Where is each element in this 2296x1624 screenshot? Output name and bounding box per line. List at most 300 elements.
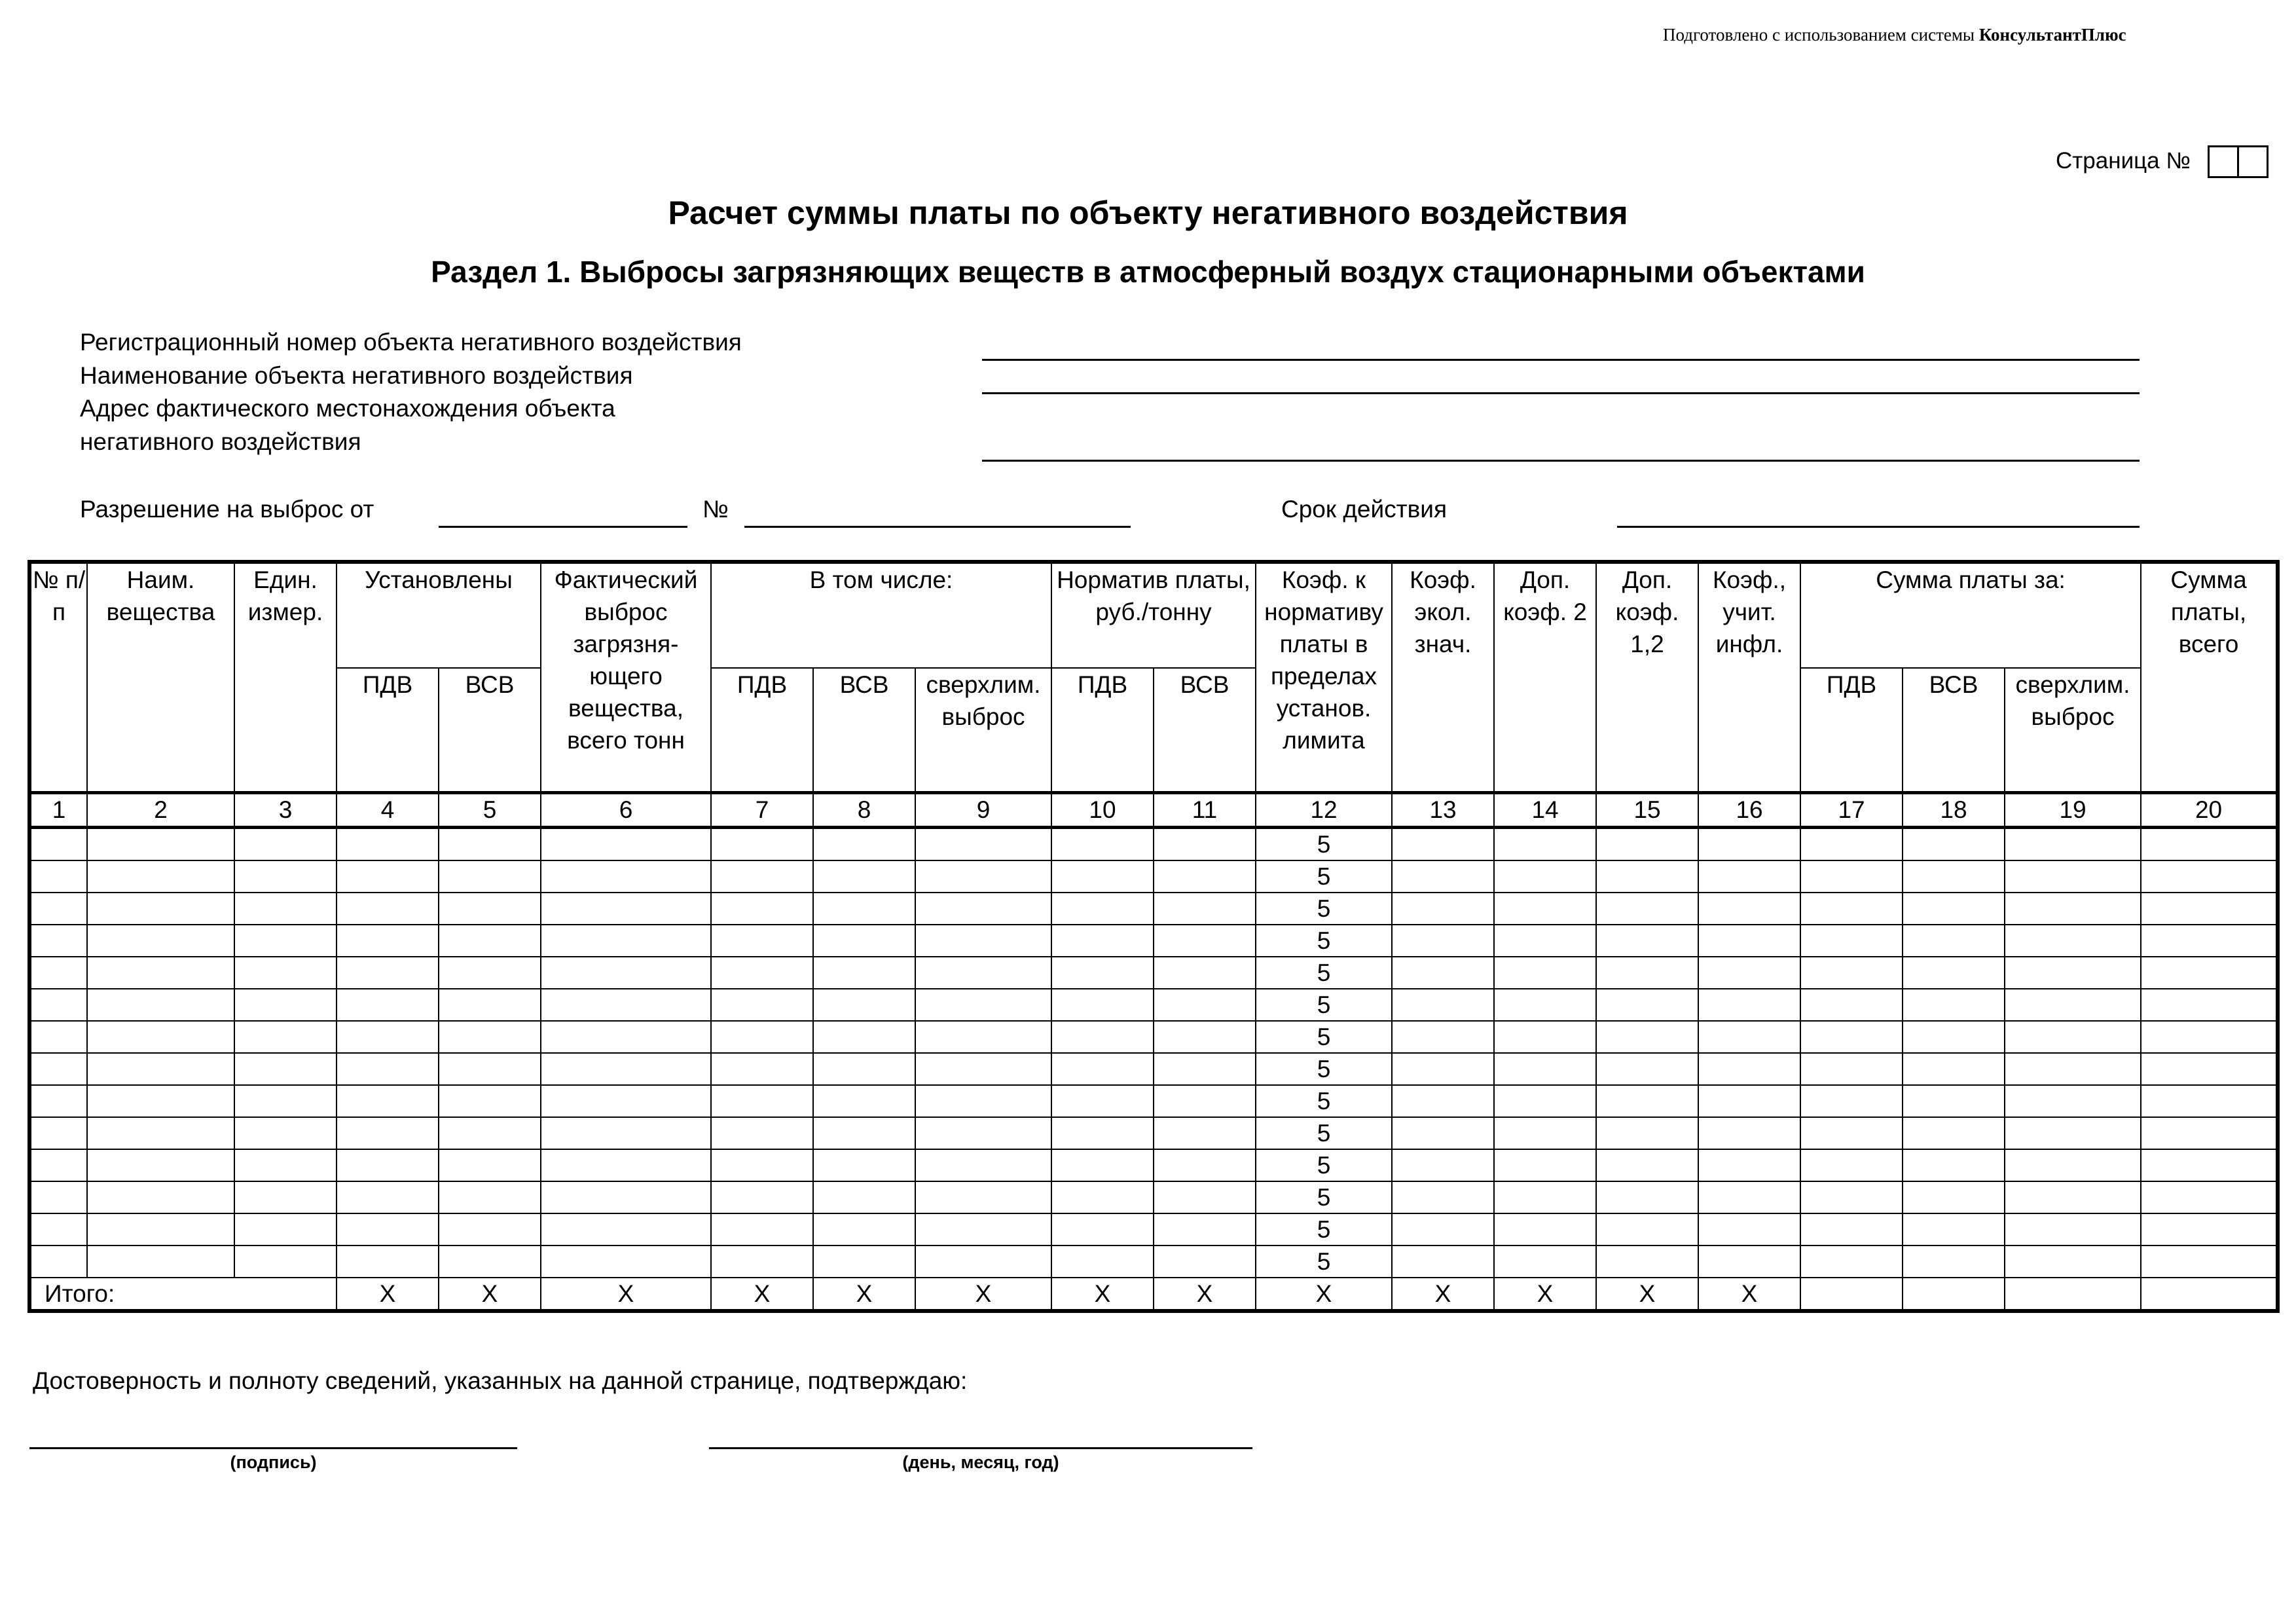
- table-cell[interactable]: [337, 1117, 439, 1149]
- table-cell[interactable]: [915, 860, 1051, 893]
- table-cell[interactable]: [1800, 1021, 1903, 1053]
- table-cell[interactable]: [1494, 989, 1596, 1021]
- table-cell[interactable]: [234, 1246, 337, 1278]
- table-cell[interactable]: [813, 1246, 915, 1278]
- table-cell[interactable]: [1494, 1181, 1596, 1213]
- table-cell[interactable]: [29, 989, 87, 1021]
- table-cell[interactable]: [1051, 827, 1154, 860]
- table-cell[interactable]: [1596, 925, 1698, 957]
- table-cell[interactable]: [29, 893, 87, 925]
- table-cell[interactable]: [915, 1117, 1051, 1149]
- table-cell[interactable]: [439, 1181, 541, 1213]
- table-cell[interactable]: [1698, 1149, 1800, 1181]
- table-cell[interactable]: [439, 925, 541, 957]
- table-cell[interactable]: [87, 827, 234, 860]
- table-cell[interactable]: [1392, 925, 1494, 957]
- table-cell[interactable]: [711, 1117, 813, 1149]
- table-cell[interactable]: [711, 989, 813, 1021]
- total-cell[interactable]: [1903, 1278, 2005, 1311]
- object-name-line[interactable]: [982, 392, 2140, 394]
- table-cell[interactable]: [337, 957, 439, 989]
- table-cell[interactable]: [337, 860, 439, 893]
- table-cell[interactable]: [1494, 1021, 1596, 1053]
- table-cell[interactable]: [915, 1213, 1051, 1246]
- table-cell[interactable]: [2141, 1053, 2278, 1085]
- table-cell[interactable]: [1800, 1085, 1903, 1117]
- table-cell[interactable]: [1698, 957, 1800, 989]
- table-cell[interactable]: [2005, 1181, 2141, 1213]
- table-cell[interactable]: [1596, 1117, 1698, 1149]
- table-cell[interactable]: [1596, 1053, 1698, 1085]
- table-row: [29, 893, 2278, 925]
- table-cell[interactable]: [1392, 957, 1494, 989]
- table-cell[interactable]: [1051, 925, 1154, 957]
- table-cell[interactable]: [1494, 925, 1596, 957]
- table-cell[interactable]: [1154, 957, 1256, 989]
- table-cell[interactable]: [337, 1053, 439, 1085]
- table-cell[interactable]: [87, 1021, 234, 1053]
- table-cell[interactable]: [2141, 957, 2278, 989]
- table-cell[interactable]: [2005, 893, 2141, 925]
- table-cell[interactable]: [1154, 1149, 1256, 1181]
- table-row: [29, 1085, 2278, 1117]
- table-cell[interactable]: [439, 1149, 541, 1181]
- table-cell[interactable]: [2005, 1053, 2141, 1085]
- table-cell[interactable]: [2141, 1246, 2278, 1278]
- total-cell[interactable]: [2005, 1278, 2141, 1311]
- table-cell[interactable]: [439, 1085, 541, 1117]
- table-cell[interactable]: [1154, 1181, 1256, 1213]
- table-cell[interactable]: [439, 1213, 541, 1246]
- table-cell[interactable]: [1903, 1246, 2005, 1278]
- table-cell[interactable]: [541, 1181, 711, 1213]
- table-cell[interactable]: [1392, 1085, 1494, 1117]
- table-cell[interactable]: [813, 860, 915, 893]
- table-cell[interactable]: [813, 925, 915, 957]
- table-cell[interactable]: [813, 1181, 915, 1213]
- table-cell[interactable]: [541, 1117, 711, 1149]
- table-cell[interactable]: [87, 860, 234, 893]
- table-cell[interactable]: [813, 989, 915, 1021]
- table-cell[interactable]: [234, 989, 337, 1021]
- table-cell[interactable]: [915, 957, 1051, 989]
- table-cell[interactable]: [541, 1021, 711, 1053]
- table-cell[interactable]: [1051, 1117, 1154, 1149]
- table-cell[interactable]: [2005, 925, 2141, 957]
- table-cell[interactable]: [1494, 1085, 1596, 1117]
- table-cell[interactable]: [2005, 989, 2141, 1021]
- table-cell[interactable]: [29, 1149, 87, 1181]
- table-cell[interactable]: [1596, 1213, 1698, 1246]
- table-cell[interactable]: [1596, 957, 1698, 989]
- table-cell[interactable]: [813, 1021, 915, 1053]
- table-cell[interactable]: [1903, 1213, 2005, 1246]
- table-cell[interactable]: [439, 1053, 541, 1085]
- table-cell[interactable]: [1494, 893, 1596, 925]
- table-cell[interactable]: [1596, 1181, 1698, 1213]
- table-cell[interactable]: [2005, 1213, 2141, 1246]
- table-cell[interactable]: [87, 1246, 234, 1278]
- table-cell[interactable]: [813, 827, 915, 860]
- table-cell: 5: [1256, 1021, 1392, 1053]
- column-number: 7: [711, 792, 813, 827]
- page-number-box-2[interactable]: [2237, 145, 2269, 178]
- signature-line[interactable]: [29, 1447, 517, 1449]
- table-cell[interactable]: [1596, 827, 1698, 860]
- column-number: 12: [1256, 792, 1392, 827]
- table-cell[interactable]: [2005, 957, 2141, 989]
- table-cell[interactable]: [541, 893, 711, 925]
- total-x-mark: X: [1596, 1278, 1698, 1311]
- validity-line[interactable]: [1617, 526, 2140, 528]
- table-cell[interactable]: [1698, 827, 1800, 860]
- table-cell[interactable]: [813, 1149, 915, 1181]
- table-cell[interactable]: [1051, 957, 1154, 989]
- table-cell[interactable]: [711, 860, 813, 893]
- table-cell[interactable]: [1903, 957, 2005, 989]
- table-cell[interactable]: [541, 957, 711, 989]
- table-cell[interactable]: [234, 1181, 337, 1213]
- table-cell[interactable]: [1800, 957, 1903, 989]
- table-cell[interactable]: [2005, 1149, 2141, 1181]
- validity-label: Срок действия: [1281, 496, 1447, 523]
- table-cell[interactable]: [29, 925, 87, 957]
- table-cell: 5: [1256, 1149, 1392, 1181]
- total-x-mark: X: [439, 1278, 541, 1311]
- table-cell[interactable]: [813, 1085, 915, 1117]
- table-cell[interactable]: [1903, 827, 2005, 860]
- table-cell[interactable]: [1494, 1213, 1596, 1246]
- table-cell[interactable]: [541, 1085, 711, 1117]
- table-cell[interactable]: [87, 1117, 234, 1149]
- table-cell[interactable]: [1698, 1085, 1800, 1117]
- table-cell[interactable]: [87, 925, 234, 957]
- table-cell[interactable]: [915, 893, 1051, 925]
- table-cell[interactable]: [2141, 893, 2278, 925]
- table-cell[interactable]: [234, 827, 337, 860]
- table-cell[interactable]: [439, 1117, 541, 1149]
- table-cell[interactable]: [711, 925, 813, 957]
- table-cell[interactable]: [711, 1085, 813, 1117]
- table-cell[interactable]: [1800, 893, 1903, 925]
- total-cell[interactable]: [2141, 1278, 2278, 1311]
- table-cell[interactable]: [234, 957, 337, 989]
- table-cell[interactable]: [711, 1053, 813, 1085]
- table-cell[interactable]: [1154, 1085, 1256, 1117]
- table-cell[interactable]: [87, 1213, 234, 1246]
- table-cell[interactable]: [29, 1053, 87, 1085]
- table-cell[interactable]: [87, 957, 234, 989]
- table-cell[interactable]: [234, 1213, 337, 1246]
- table-cell[interactable]: [915, 1021, 1051, 1053]
- total-row: [29, 1278, 2278, 1311]
- table-cell[interactable]: [87, 1053, 234, 1085]
- table-cell[interactable]: [2005, 1021, 2141, 1053]
- table-cell[interactable]: [1154, 827, 1256, 860]
- table-cell[interactable]: [1392, 1181, 1494, 1213]
- table-cell[interactable]: [1698, 1213, 1800, 1246]
- table-cell[interactable]: [1698, 1021, 1800, 1053]
- table-cell[interactable]: [541, 1246, 711, 1278]
- table-cell[interactable]: [29, 1181, 87, 1213]
- table-cell[interactable]: [1392, 827, 1494, 860]
- table-row: [29, 1149, 2278, 1181]
- table-cell[interactable]: [915, 827, 1051, 860]
- table-cell[interactable]: [1154, 893, 1256, 925]
- table-cell[interactable]: [1903, 925, 2005, 957]
- table-cell[interactable]: [337, 893, 439, 925]
- table-cell[interactable]: [915, 1149, 1051, 1181]
- table-cell[interactable]: [1392, 893, 1494, 925]
- column-number: 10: [1051, 792, 1154, 827]
- consultant-note: Подготовлено с использованием системы КонсультантПлюс: [1663, 25, 2126, 45]
- table-cell[interactable]: [1392, 1213, 1494, 1246]
- table-cell[interactable]: [1596, 1246, 1698, 1278]
- table-cell[interactable]: [1596, 860, 1698, 893]
- table-cell[interactable]: [1494, 1053, 1596, 1085]
- table-cell[interactable]: [1800, 827, 1903, 860]
- table-cell[interactable]: [87, 989, 234, 1021]
- permit-number-line[interactable]: [744, 526, 1131, 528]
- header-payment-total: Сумма платы, всего: [2141, 562, 2278, 792]
- table-cell[interactable]: [813, 1213, 915, 1246]
- table-cell[interactable]: [915, 989, 1051, 1021]
- table-cell[interactable]: [1494, 827, 1596, 860]
- table-cell[interactable]: [234, 1117, 337, 1149]
- table-cell[interactable]: [1494, 860, 1596, 893]
- table-cell[interactable]: [1698, 989, 1800, 1021]
- table-cell[interactable]: [1051, 1246, 1154, 1278]
- table-cell[interactable]: [29, 1213, 87, 1246]
- table-cell[interactable]: [1154, 925, 1256, 957]
- table-cell[interactable]: [337, 1213, 439, 1246]
- table-cell[interactable]: [1494, 1117, 1596, 1149]
- table-cell[interactable]: [1051, 1181, 1154, 1213]
- table-cell[interactable]: [1698, 925, 1800, 957]
- table-cell[interactable]: [29, 1117, 87, 1149]
- table-cell[interactable]: [1051, 860, 1154, 893]
- table-cell[interactable]: [541, 1149, 711, 1181]
- table-cell[interactable]: [1800, 1149, 1903, 1181]
- table-cell[interactable]: [1392, 1021, 1494, 1053]
- table-cell[interactable]: [337, 989, 439, 1021]
- table-cell[interactable]: [234, 925, 337, 957]
- table-cell[interactable]: [541, 1053, 711, 1085]
- table-cell[interactable]: [1494, 957, 1596, 989]
- table-cell[interactable]: [1154, 860, 1256, 893]
- table-cell[interactable]: [1903, 860, 2005, 893]
- table-cell[interactable]: [1154, 989, 1256, 1021]
- table-cell[interactable]: [915, 1085, 1051, 1117]
- table-cell[interactable]: [2005, 860, 2141, 893]
- table-cell[interactable]: [1596, 1085, 1698, 1117]
- table-cell[interactable]: [29, 1021, 87, 1053]
- table-cell[interactable]: [1051, 893, 1154, 925]
- table-cell[interactable]: [1698, 1181, 1800, 1213]
- table-cell[interactable]: [234, 1085, 337, 1117]
- table-cell[interactable]: [711, 827, 813, 860]
- table-cell[interactable]: [1051, 1053, 1154, 1085]
- table-cell[interactable]: [234, 893, 337, 925]
- table-cell[interactable]: [541, 860, 711, 893]
- table-cell[interactable]: [2141, 1181, 2278, 1213]
- table-cell[interactable]: [337, 925, 439, 957]
- table-cell[interactable]: [813, 1053, 915, 1085]
- table-cell[interactable]: [1698, 1117, 1800, 1149]
- table-cell: 5: [1256, 1117, 1392, 1149]
- table-cell[interactable]: [1698, 860, 1800, 893]
- table-cell[interactable]: [1698, 1246, 1800, 1278]
- table-cell[interactable]: [2141, 1213, 2278, 1246]
- total-x-mark: X: [1051, 1278, 1154, 1311]
- table-cell[interactable]: [915, 1246, 1051, 1278]
- table-cell[interactable]: [1392, 1246, 1494, 1278]
- table-cell[interactable]: [2141, 989, 2278, 1021]
- table-row: [29, 1053, 2278, 1085]
- table-cell[interactable]: [2005, 827, 2141, 860]
- table-cell[interactable]: [1903, 989, 2005, 1021]
- table-cell[interactable]: [1392, 860, 1494, 893]
- table-cell[interactable]: [711, 1246, 813, 1278]
- table-cell[interactable]: [29, 1085, 87, 1117]
- table-cell[interactable]: [1154, 1053, 1256, 1085]
- table-cell[interactable]: [1903, 1085, 2005, 1117]
- table-cell[interactable]: [337, 827, 439, 860]
- permit-date-line[interactable]: [439, 526, 687, 528]
- table-cell[interactable]: [1392, 1117, 1494, 1149]
- table-cell[interactable]: [1154, 1246, 1256, 1278]
- table-cell[interactable]: [337, 1085, 439, 1117]
- table-cell[interactable]: [337, 1021, 439, 1053]
- address-line[interactable]: [982, 460, 2140, 462]
- table-cell[interactable]: [541, 1213, 711, 1246]
- table-cell[interactable]: [439, 1021, 541, 1053]
- column-number: 20: [2141, 792, 2278, 827]
- table-cell[interactable]: [1392, 1149, 1494, 1181]
- table-cell[interactable]: [1154, 1021, 1256, 1053]
- table-cell[interactable]: [711, 1021, 813, 1053]
- table-cell[interactable]: [541, 925, 711, 957]
- table-cell[interactable]: [337, 1246, 439, 1278]
- table-cell[interactable]: [711, 1149, 813, 1181]
- table-cell[interactable]: [29, 1246, 87, 1278]
- table-cell[interactable]: [1051, 1021, 1154, 1053]
- table-cell[interactable]: [1698, 1053, 1800, 1085]
- table-cell[interactable]: [1051, 989, 1154, 1021]
- total-cell[interactable]: [1800, 1278, 1903, 1311]
- table-cell[interactable]: [1596, 989, 1698, 1021]
- table-cell[interactable]: [29, 957, 87, 989]
- table-cell[interactable]: [87, 1085, 234, 1117]
- page-number-box-1[interactable]: [2208, 145, 2239, 178]
- table-cell[interactable]: [2005, 1117, 2141, 1149]
- table-cell[interactable]: [1596, 1021, 1698, 1053]
- table-cell[interactable]: [1596, 893, 1698, 925]
- table-cell[interactable]: [1800, 1246, 1903, 1278]
- table-cell[interactable]: [541, 989, 711, 1021]
- table-cell[interactable]: [711, 893, 813, 925]
- table-cell[interactable]: [337, 1149, 439, 1181]
- table-cell[interactable]: [711, 957, 813, 989]
- table-cell[interactable]: [1392, 989, 1494, 1021]
- table-cell[interactable]: [234, 1149, 337, 1181]
- table-cell[interactable]: [2141, 860, 2278, 893]
- header-vsv: ВСВ: [439, 668, 541, 792]
- date-line[interactable]: [709, 1447, 1252, 1449]
- table-cell[interactable]: [439, 989, 541, 1021]
- table-cell[interactable]: [439, 893, 541, 925]
- table-cell[interactable]: [711, 1213, 813, 1246]
- table-cell[interactable]: [711, 1181, 813, 1213]
- table-cell[interactable]: [87, 1181, 234, 1213]
- table-cell[interactable]: [439, 827, 541, 860]
- table-cell[interactable]: [29, 827, 87, 860]
- table-cell[interactable]: [439, 957, 541, 989]
- table-cell[interactable]: [1800, 925, 1903, 957]
- table-cell[interactable]: [1800, 1117, 1903, 1149]
- table-cell[interactable]: [1903, 1181, 2005, 1213]
- table-cell[interactable]: [1903, 893, 2005, 925]
- table-cell[interactable]: [1800, 1053, 1903, 1085]
- table-cell[interactable]: [1800, 1213, 1903, 1246]
- reg-number-line[interactable]: [982, 359, 2140, 361]
- table-cell[interactable]: [2141, 1117, 2278, 1149]
- table-cell[interactable]: [337, 1181, 439, 1213]
- table-cell[interactable]: [2141, 1021, 2278, 1053]
- table-cell[interactable]: [1903, 1149, 2005, 1181]
- table-cell[interactable]: [1800, 1181, 1903, 1213]
- table-cell[interactable]: [1596, 1149, 1698, 1181]
- table-cell[interactable]: [1903, 1021, 2005, 1053]
- table-cell[interactable]: [813, 893, 915, 925]
- table-cell[interactable]: [541, 827, 711, 860]
- table-cell[interactable]: [1903, 1117, 2005, 1149]
- table-cell[interactable]: [1154, 1213, 1256, 1246]
- table-cell[interactable]: [1051, 1213, 1154, 1246]
- table-cell[interactable]: [1392, 1053, 1494, 1085]
- table-cell[interactable]: [1051, 1085, 1154, 1117]
- table-cell[interactable]: [915, 925, 1051, 957]
- table-cell[interactable]: [1903, 1053, 2005, 1085]
- table-cell[interactable]: [2005, 1085, 2141, 1117]
- table-cell[interactable]: [1698, 893, 1800, 925]
- table-cell[interactable]: [813, 957, 915, 989]
- header-inflation-coef: Коэф., учит. инфл.: [1698, 562, 1800, 792]
- table-cell[interactable]: [1154, 1117, 1256, 1149]
- table-cell[interactable]: [2141, 1149, 2278, 1181]
- table-cell[interactable]: [29, 860, 87, 893]
- table-cell[interactable]: [87, 893, 234, 925]
- table-cell[interactable]: [915, 1181, 1051, 1213]
- table-cell[interactable]: [1494, 1246, 1596, 1278]
- table-cell[interactable]: [234, 1021, 337, 1053]
- table-cell[interactable]: [2141, 827, 2278, 860]
- table-cell[interactable]: [234, 860, 337, 893]
- table-cell[interactable]: [439, 1246, 541, 1278]
- table-cell[interactable]: [915, 1053, 1051, 1085]
- table-cell[interactable]: [2005, 1246, 2141, 1278]
- table-cell[interactable]: [1494, 1149, 1596, 1181]
- table-cell[interactable]: [234, 1053, 337, 1085]
- table-cell[interactable]: [87, 1149, 234, 1181]
- table-cell[interactable]: [1800, 860, 1903, 893]
- table-cell[interactable]: [1051, 1149, 1154, 1181]
- table-cell[interactable]: [2141, 925, 2278, 957]
- table-cell[interactable]: [1800, 989, 1903, 1021]
- table-cell[interactable]: [439, 860, 541, 893]
- table-cell[interactable]: [2141, 1085, 2278, 1117]
- table-cell[interactable]: [813, 1117, 915, 1149]
